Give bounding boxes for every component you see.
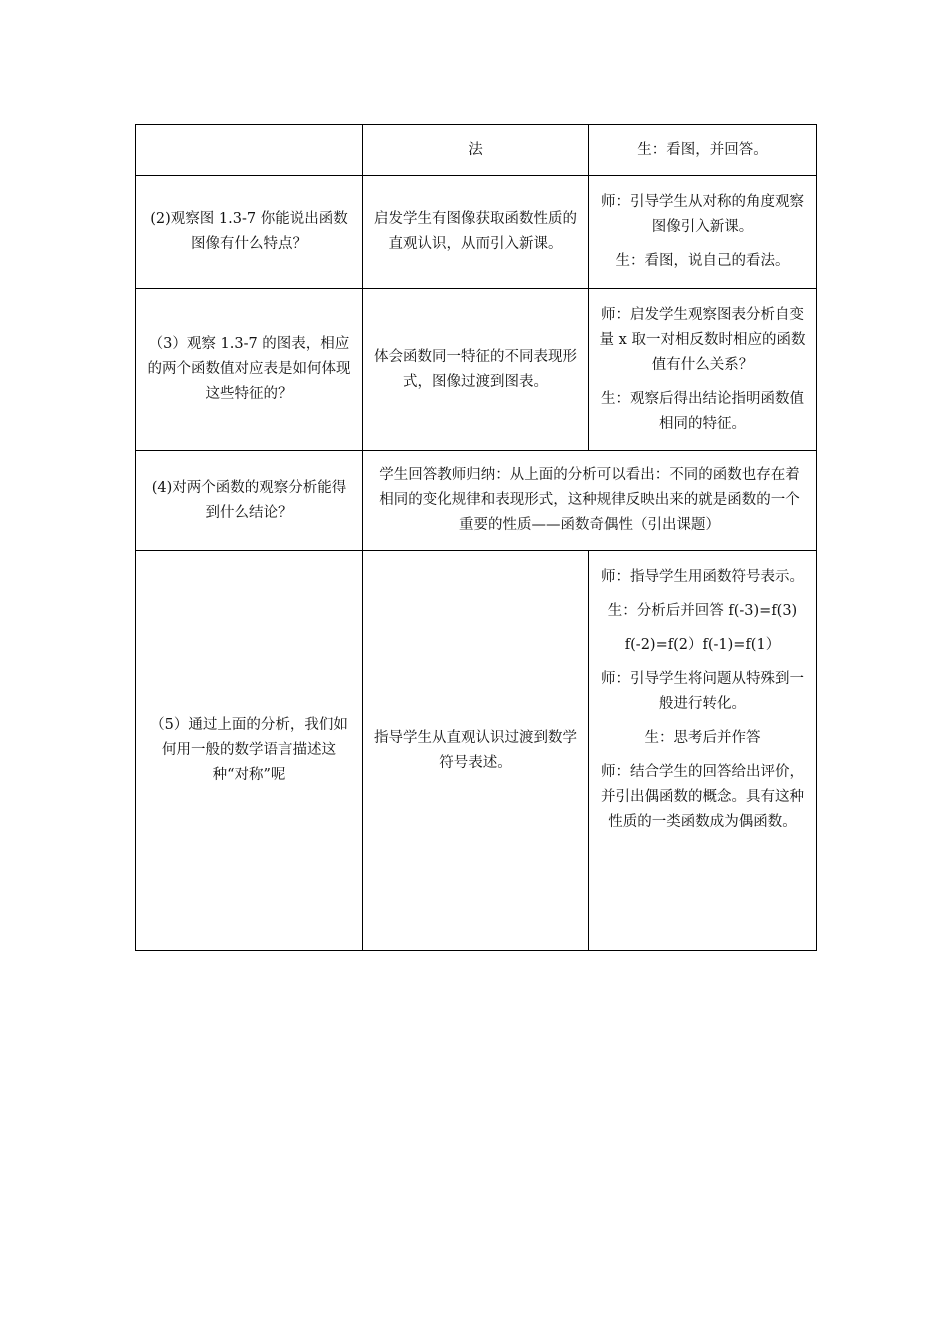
activity-line: 生：看图，说自己的看法。 (615, 253, 790, 269)
intent-cell: 法 (363, 125, 589, 176)
activity-cell (589, 289, 817, 451)
question-cell: （3）观察 1.3-7 的图表，相应的两个函数值对应表是如何体现这些特征的？ (136, 289, 363, 451)
intent-cell: 指导学生从直观认识过渡到数学符号表述。 (363, 551, 589, 951)
table-row (136, 551, 817, 951)
summary-cell: 学生回答教师归纳：从上面的分析可以看出：不同的函数也存在着相同的变化规律和表现形式，这种规律反映出来的就是函数的一个重要的性质——函数奇偶性（引出课题） (363, 451, 817, 551)
activity-line: 生：观察后得出结论指明函数值相同的特征。 (601, 390, 804, 432)
activity-cell (589, 176, 817, 289)
activity-line: 师：结合学生的回答给出评价，并引出偶函数的概念。具有这种性质的一类函数成为偶函数。 (601, 764, 804, 830)
intent-cell: 体会函数同一特征的不同表现形式，图像过渡到图表。 (363, 289, 589, 451)
activity-line: 生：思考后并作答 (644, 730, 761, 746)
table-row (136, 125, 817, 176)
activity-line: 生：分析后并回答 f(-3)=f(3) (607, 603, 798, 619)
activity-line: 师：指导学生用函数符号表示。 (601, 569, 804, 585)
intent-cell: 启发学生有图像获取函数性质的直观认识，从而引入新课。 (363, 176, 589, 289)
activity-line: 师：引导学生从对称的角度观察图像引入新课。 (601, 194, 804, 235)
question-cell: (4)对两个函数的观察分析能得到什么结论？ (136, 451, 363, 551)
table-row (136, 176, 817, 289)
activity-line: 师：启发学生观察图表分析自变量 x 取一对相反数时相应的函数值有什么关系？ (599, 306, 806, 373)
activity-line: 生：看图，并回答。 (637, 141, 768, 158)
question-cell (136, 125, 363, 176)
activity-cell (589, 551, 817, 951)
activity-line: 师：引导学生将问题从特殊到一般进行转化。 (601, 671, 804, 712)
question-cell: （5）通过上面的分析，我们如何用一般的数学语言描述这种“对称”呢 (136, 551, 363, 951)
activity-cell (589, 125, 817, 176)
table-row (136, 451, 817, 551)
activity-line: f(-2)=f(2）f(-1)=f(1） (624, 637, 781, 653)
question-cell: (2)观察图 1.3-7 你能说出函数图像有什么特点？ (136, 176, 363, 289)
lesson-plan-table (135, 124, 817, 951)
table-row (136, 289, 817, 451)
